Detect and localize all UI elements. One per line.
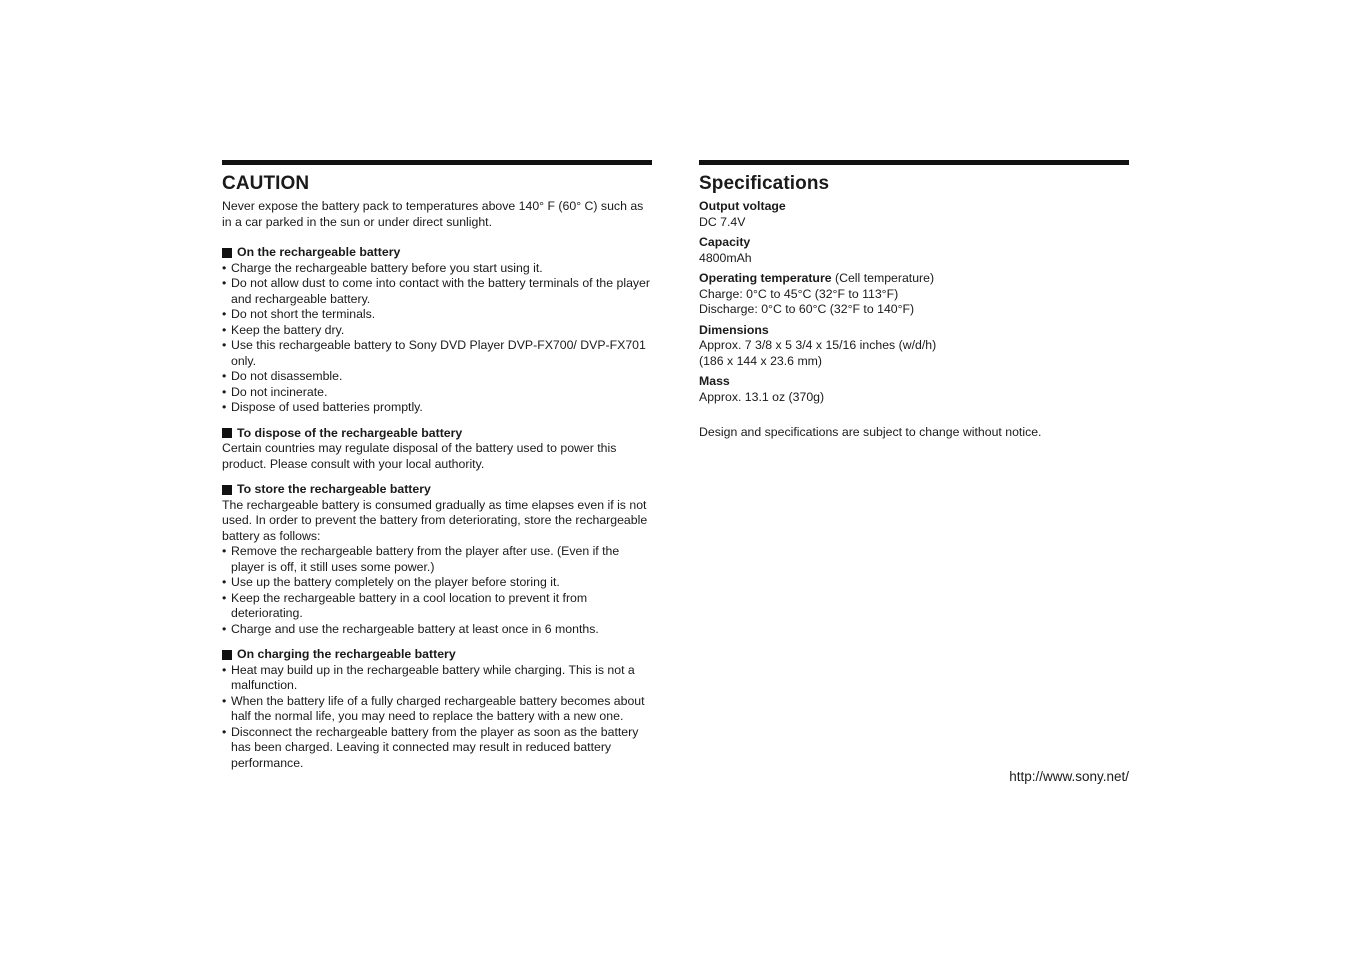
list-item: • Keep the rechargeable battery in a cool location to prevent it from deteriorating. [222, 591, 652, 622]
spec-label: Capacity [699, 235, 751, 249]
list-item: • Remove the rechargeable battery from the player after use. (Even if the player is off, it still uses some power.) [222, 544, 652, 575]
section-title: On the rechargeable battery [237, 245, 401, 259]
sony-url-link[interactable]: http://www.sony.net/ [1009, 769, 1129, 784]
spec-mass [699, 374, 1129, 405]
list-item: • Dispose of used batteries promptly. [222, 400, 652, 416]
spec-label: Output voltage [699, 199, 786, 213]
list-item: • Do not incinerate. [222, 385, 652, 401]
bullet-list [222, 544, 652, 637]
list-item: • Use this rechargeable battery to Sony DVD Player DVP-FX700/ DVP-FX701 only. [222, 338, 652, 369]
black-square-icon [222, 428, 232, 438]
caution-rule [222, 160, 652, 165]
spec-value: Approx. 13.1 oz (370g) [699, 389, 825, 404]
spec-dimensions [699, 323, 1129, 370]
section-title: To store the rechargeable battery [237, 482, 431, 496]
spec-operating-temperature [699, 271, 1129, 318]
specifications-title: Specifications [699, 173, 830, 194]
list-item: • Do not disassemble. [222, 369, 652, 385]
spec-capacity [699, 235, 1129, 266]
caution-intro: Never expose the battery pack to temperatures above 140° F (60° C) such as in a car parked in the sun or under direct sunlight. [222, 199, 644, 229]
section-store [222, 482, 652, 637]
list-item: • Charge and use the rechargeable battery at least once in 6 months. [222, 622, 652, 638]
spec-output-voltage [699, 199, 1129, 230]
section-dispose [222, 426, 652, 473]
spec-value: (186 x 144 x 23.6 mm) [699, 353, 823, 368]
bullet-list [222, 261, 652, 416]
specifications-notice: Design and specifications are subject to change without notice. [699, 425, 1042, 439]
spec-value: 4800mAh [699, 250, 752, 265]
section-text: The rechargeable battery is consumed gradually as time elapses even if is not used. In order to prevent the battery from deteriorating, store the rechargeable battery as follows: [222, 497, 648, 543]
list-item: • Keep the battery dry. [222, 323, 652, 339]
section-text: Certain countries may regulate disposal of the battery used to power this product. Please consult with your local authority. [222, 441, 617, 471]
section-charging [222, 647, 652, 771]
list-item: • When the battery life of a fully charged rechargeable battery becomes about half the normal life, you may need to replace the battery with a new one. [222, 694, 652, 725]
list-item: • Disconnect the rechargeable battery from the player as soon as the battery has been charged. Leaving it connected may result in reduced battery performance. [222, 725, 652, 772]
caution-column [222, 160, 652, 771]
list-item: • Heat may build up in the rechargeable battery while charging. This is not a malfunction. [222, 663, 652, 694]
list-item: • Do not allow dust to come into contact with the battery terminals of the player and rechargeable battery. [222, 276, 652, 307]
spec-label: Operating temperature [699, 271, 832, 285]
spec-label: Dimensions [699, 322, 769, 337]
spec-label: Mass [699, 374, 730, 388]
black-square-icon [222, 248, 232, 258]
specifications-rule [699, 160, 1129, 165]
list-item: • Charge the rechargeable battery before you start using it. [222, 261, 652, 277]
spec-value: Discharge: 0°C to 60°C (32°F to 140°F) [699, 302, 915, 316]
spec-value: DC 7.4V [699, 214, 746, 229]
black-square-icon [222, 485, 232, 495]
black-square-icon [222, 650, 232, 660]
list-item: • Do not short the terminals. [222, 307, 652, 323]
specifications-column [699, 160, 1129, 441]
bullet-list [222, 663, 652, 772]
spec-value: Charge: 0°C to 45°C (32°F to 113°F) [699, 286, 899, 301]
section-title: On charging the rechargeable battery [237, 647, 456, 661]
section-title: To dispose of the rechargeable battery [237, 425, 463, 440]
list-item: • Use up the battery completely on the player before storing it. [222, 575, 652, 591]
section-on-battery [222, 245, 652, 416]
spec-value: Approx. 7 3/8 x 5 3/4 x 15/16 inches (w/d/h) [699, 338, 937, 352]
caution-title: CAUTION [222, 173, 310, 194]
spec-note: (Cell temperature) [831, 271, 935, 285]
